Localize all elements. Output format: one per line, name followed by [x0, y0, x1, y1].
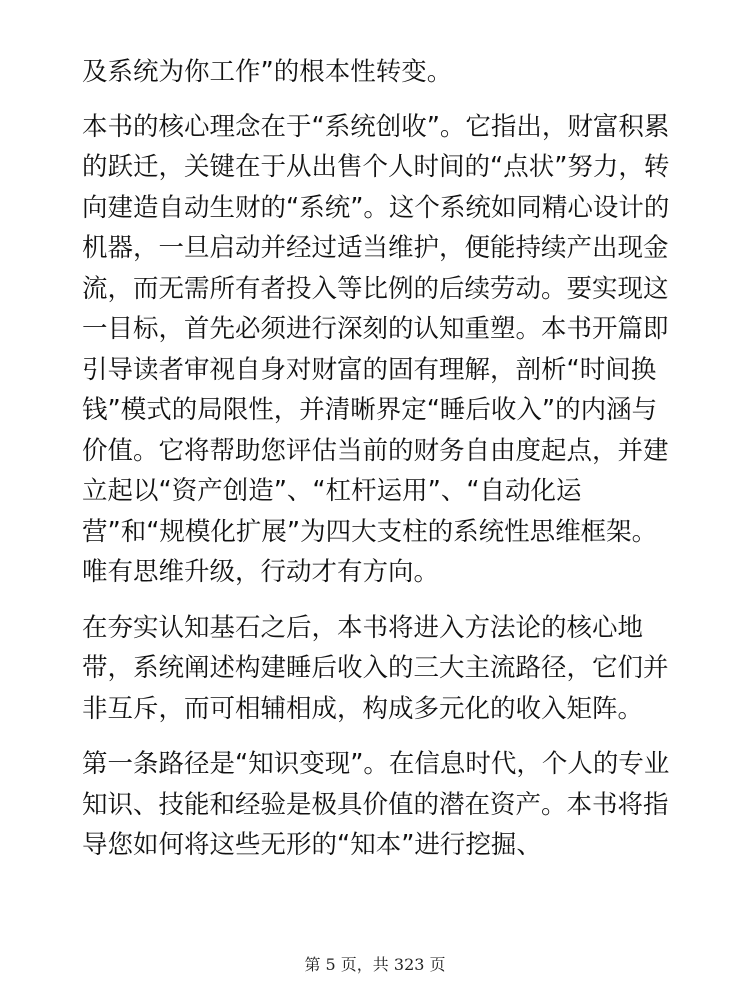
- paragraph-2: 本书的核心理念在于“系统创收”。它指出，财富积累的跃迁，关键在于从出售个人时间的“点状”努力，转向建造自动生财的“系统”。这个系统如同精心设计的机器，一旦启动并经过适当维护，便能持续产出现金流，而无需所有者投入等比例的后续劳动。要实现这一目标，首先必须进行深刻的认知重塑。本书开篇即引导读者审视自身对财富的固有理解，剖析“时间换钱”模式的局限性，并清晰界定“睡后收入”的内涵与价值。它将帮助您评估当前的财务自由度起点，并建立起以“资产创造”、“杠杆运用”、“自动化运营”和“规模化扩展”为四大支柱的系统性思维框架。唯有思维升级，行动才有方向。: [82, 111, 670, 587]
- paragraph-4: 第一条路径是“知识变现”。在信息时代，个人的专业知识、技能和经验是极具价值的潜在资产。本书将指导您如何将这些无形的“知本”进行挖掘、: [82, 749, 670, 860]
- document-body: [82, 52, 672, 881]
- page-number-footer: 第 5 页，共 323 页: [304, 955, 446, 974]
- paragraph-1: 及系统为你工作”的根本性转变。: [82, 57, 453, 87]
- paragraph-3: 在夯实认知基石之后，本书将进入方法论的核心地带，系统阐述构建睡后收入的三大主流路径，它们并非互斥，而可相辅相成，构成多元化的收入矩阵。: [82, 612, 669, 724]
